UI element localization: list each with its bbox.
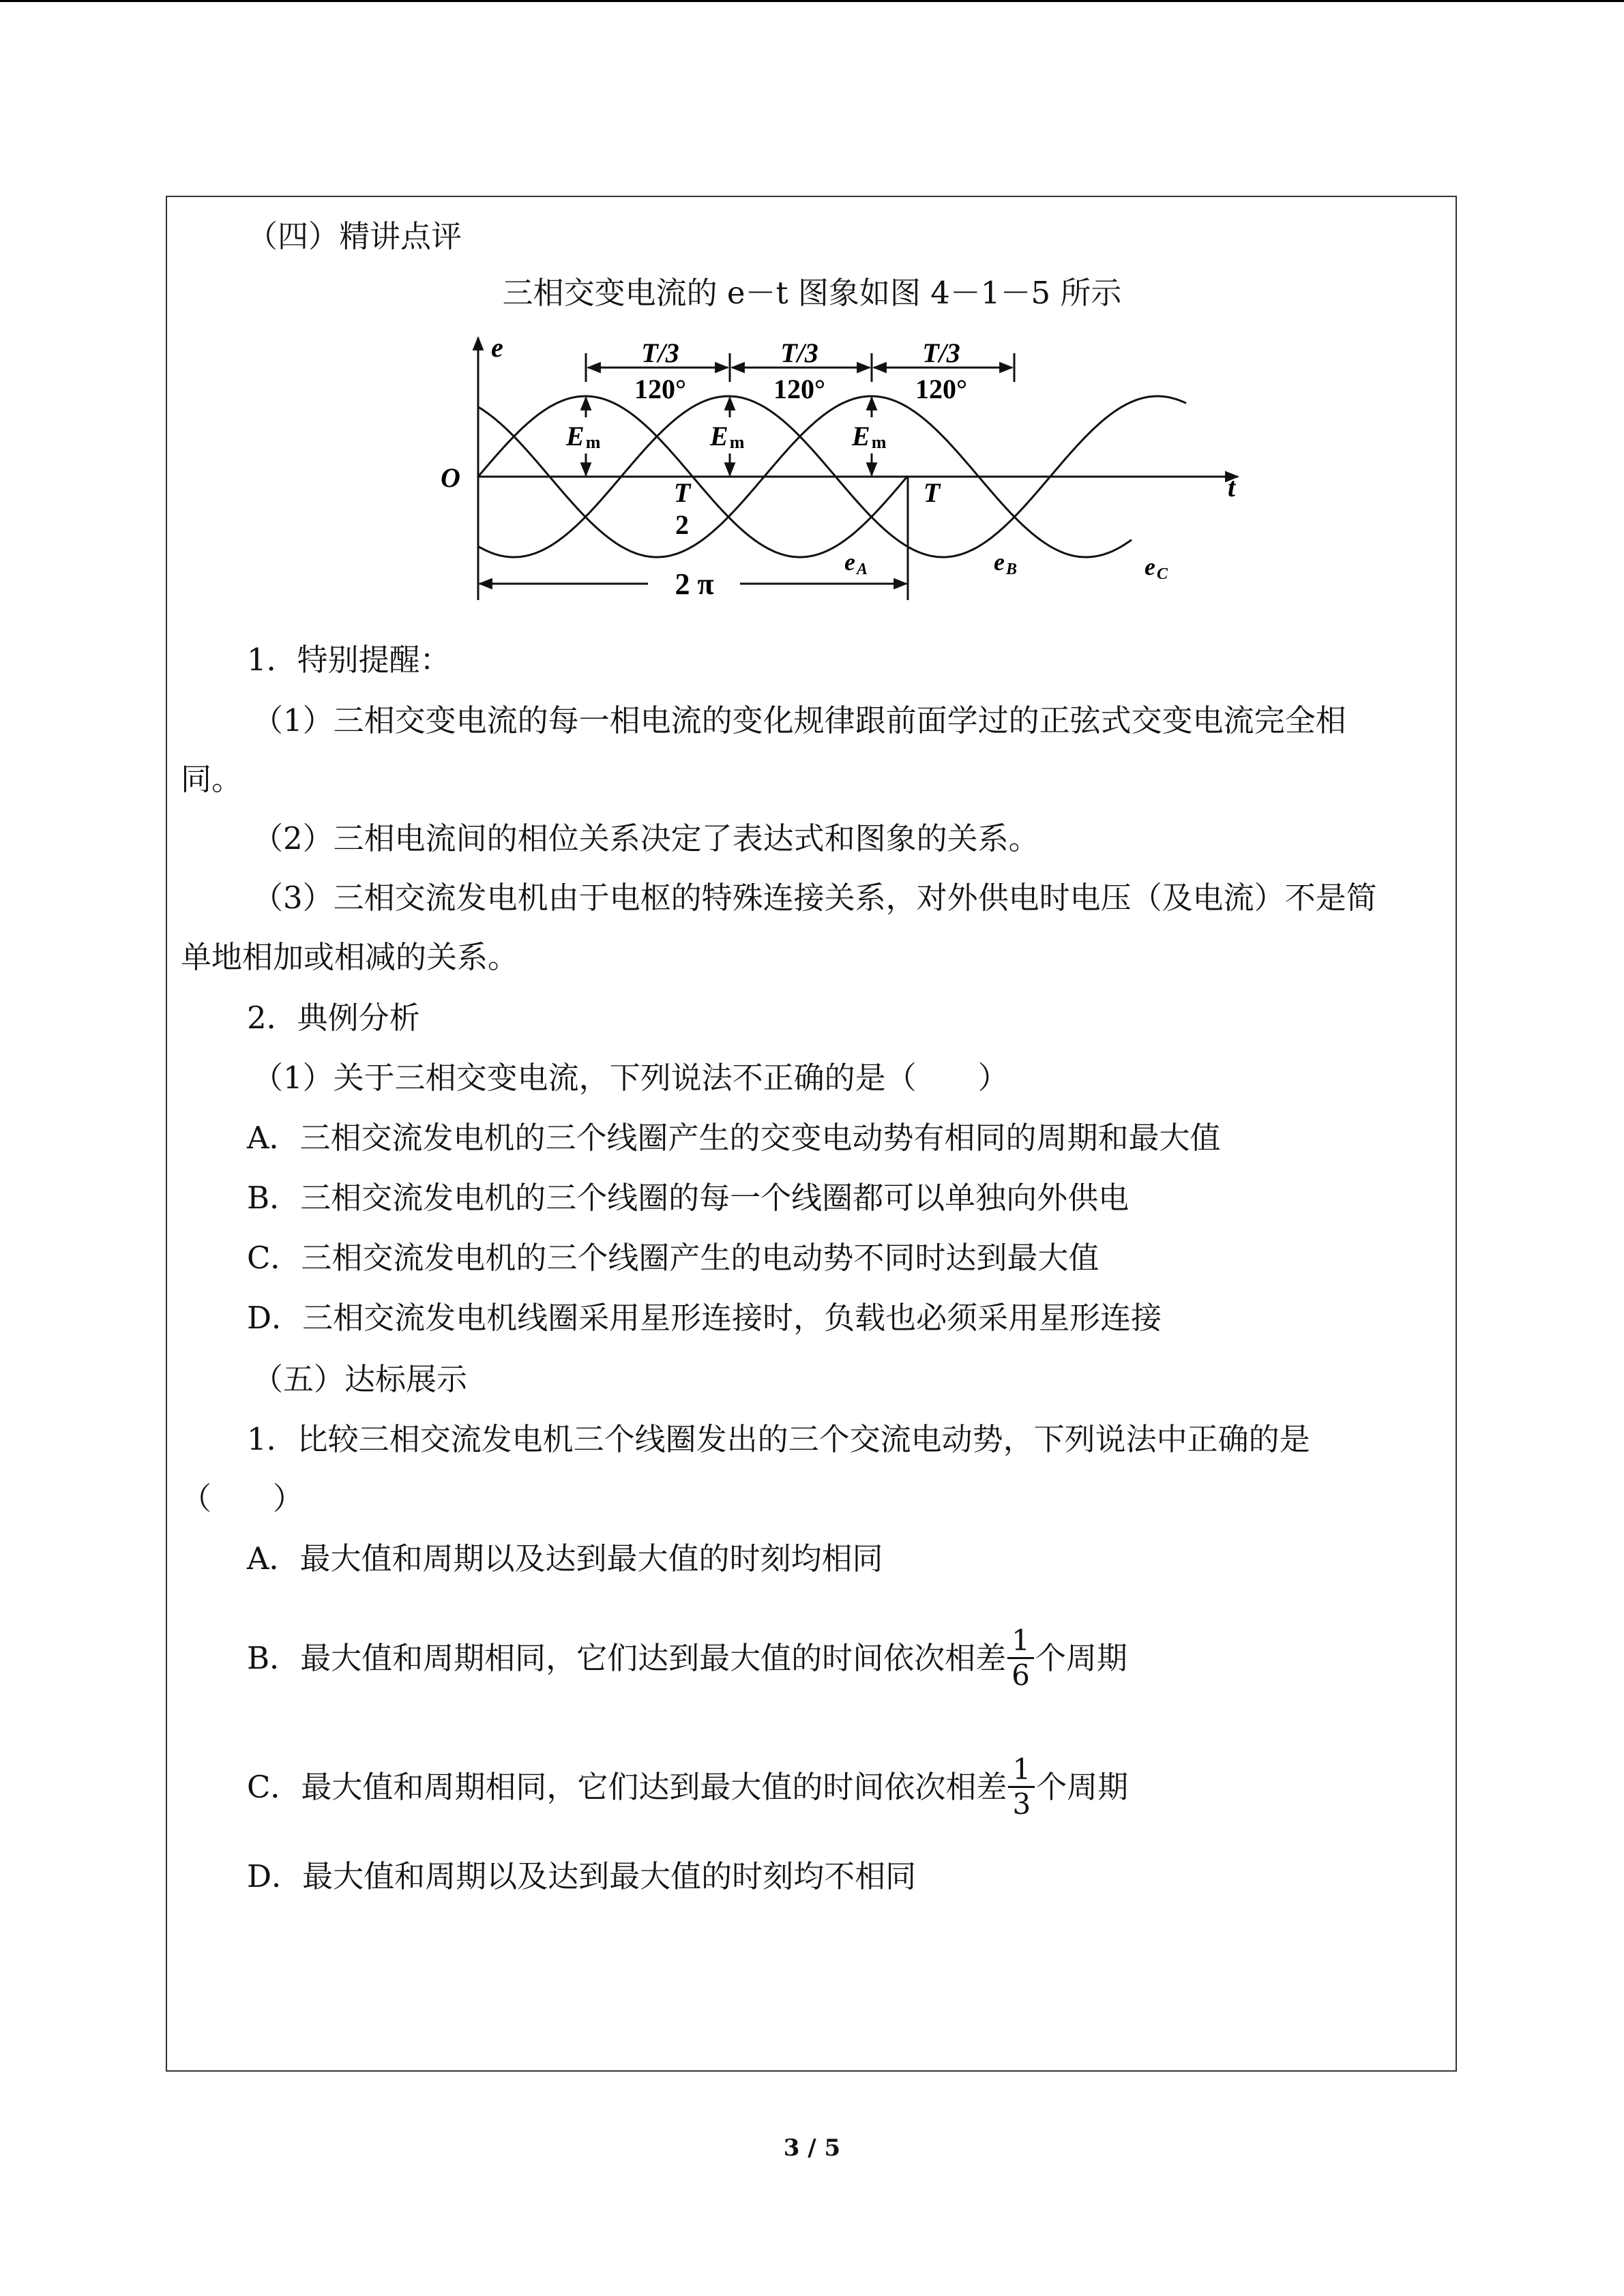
practice-option-b-text: B．最大值和周期相同，它们达到最大值的时间依次相差 [247, 1640, 1007, 1676]
practice-option-a: A．最大值和周期以及达到最大值的时刻均相同 [247, 1540, 883, 1577]
example-option-b: B．三相交流发电机的三个线圈的每一个线圈都可以单独向外供电 [247, 1180, 1130, 1216]
section-4-title: （四）精讲点评 [247, 218, 462, 254]
fraction-denominator: 3 [1012, 1787, 1031, 1821]
curve-e-a-label: eA [844, 548, 868, 578]
example-title: 2．典例分析 [247, 1000, 420, 1036]
practice-option-d: D．最大值和周期以及达到最大值的时刻均不相同 [247, 1858, 917, 1894]
fraction-one-sixth [1007, 1624, 1034, 1692]
practice-option-c-suffix: 个周期 [1036, 1769, 1129, 1805]
reminder-2: （2）三相电流间的相位关系决定了表达式和图象的关系。 [252, 820, 1039, 856]
reminder-3-line1: （3）三相交流发电机由于电枢的特殊连接关系，对外供电时电压（及电流）不是简 [252, 880, 1377, 916]
x-axis-label: t [1228, 472, 1236, 503]
interval-label-3: T/3 [922, 338, 960, 368]
example-option-c: C．三相交流发电机的三个线圈产生的电动势不同时达到最大值 [247, 1240, 1099, 1276]
three-phase-waveform-figure [0, 0, 1624, 614]
section-5-title: （五）达标展示 [252, 1361, 468, 1397]
interval-label-2: T/3 [780, 338, 818, 368]
figure-caption: 三相交变电流的 e－t 图象如图 4－1－5 所示 [502, 275, 1122, 311]
amplitude-label-3: Em [852, 421, 887, 452]
y-axis-label: e [491, 332, 503, 363]
example-option-a: A．三相交流发电机的三个线圈产生的交变电动势有相同的周期和最大值 [247, 1120, 1221, 1156]
practice-option-c [247, 1753, 1129, 1823]
page-number: 3 / 5 [783, 2134, 841, 2162]
angle-label-1: 120° [634, 374, 686, 404]
two-pi-label: 2 π [675, 567, 714, 601]
reminder-title: 1．特别提醒： [247, 642, 451, 678]
reminder-3-line2: 单地相加或相减的关系。 [181, 939, 519, 975]
origin-label: O [441, 462, 460, 493]
period-label: T [923, 477, 941, 508]
half-period-numerator: T [673, 477, 691, 508]
practice-option-b-suffix: 个周期 [1035, 1640, 1127, 1676]
practice-option-b [247, 1624, 1127, 1695]
fraction-denominator: 6 [1012, 1658, 1030, 1692]
example-option-d: D．三相交流发电机线圈采用星形连接时，负载也必须采用星形连接 [247, 1300, 1162, 1336]
amplitude-label-1: Em [566, 421, 601, 452]
practice-question-line1: 1．比较三相交流发电机三个线圈发出的三个交流电动势，下列说法中正确的是 [247, 1421, 1310, 1457]
angle-label-2: 120° [773, 374, 825, 404]
reminder-1-line2: 同。 [181, 761, 243, 797]
half-period-denominator: 2 [675, 509, 689, 540]
amplitude-label-2: Em [710, 421, 745, 452]
fraction-one-third [1008, 1753, 1035, 1821]
fraction-numerator: 1 [1007, 1624, 1034, 1659]
curve-e-b-label: eB [994, 548, 1017, 578]
fraction-numerator: 1 [1008, 1753, 1035, 1788]
practice-question-line2: （ ） [181, 1480, 304, 1517]
practice-option-c-text: C．最大值和周期相同，它们达到最大值的时间依次相差 [247, 1769, 1007, 1805]
reminder-1-line1: （1）三相交变电流的每一相电流的变化规律跟前面学过的正弦式交变电流完全相 [252, 702, 1346, 739]
angle-label-3: 120° [915, 374, 967, 404]
curve-e-c-label: eC [1145, 553, 1168, 583]
interval-label-1: T/3 [641, 338, 679, 368]
example-question: （1）关于三相交变电流，下列说法不正确的是（ ） [252, 1060, 1009, 1096]
